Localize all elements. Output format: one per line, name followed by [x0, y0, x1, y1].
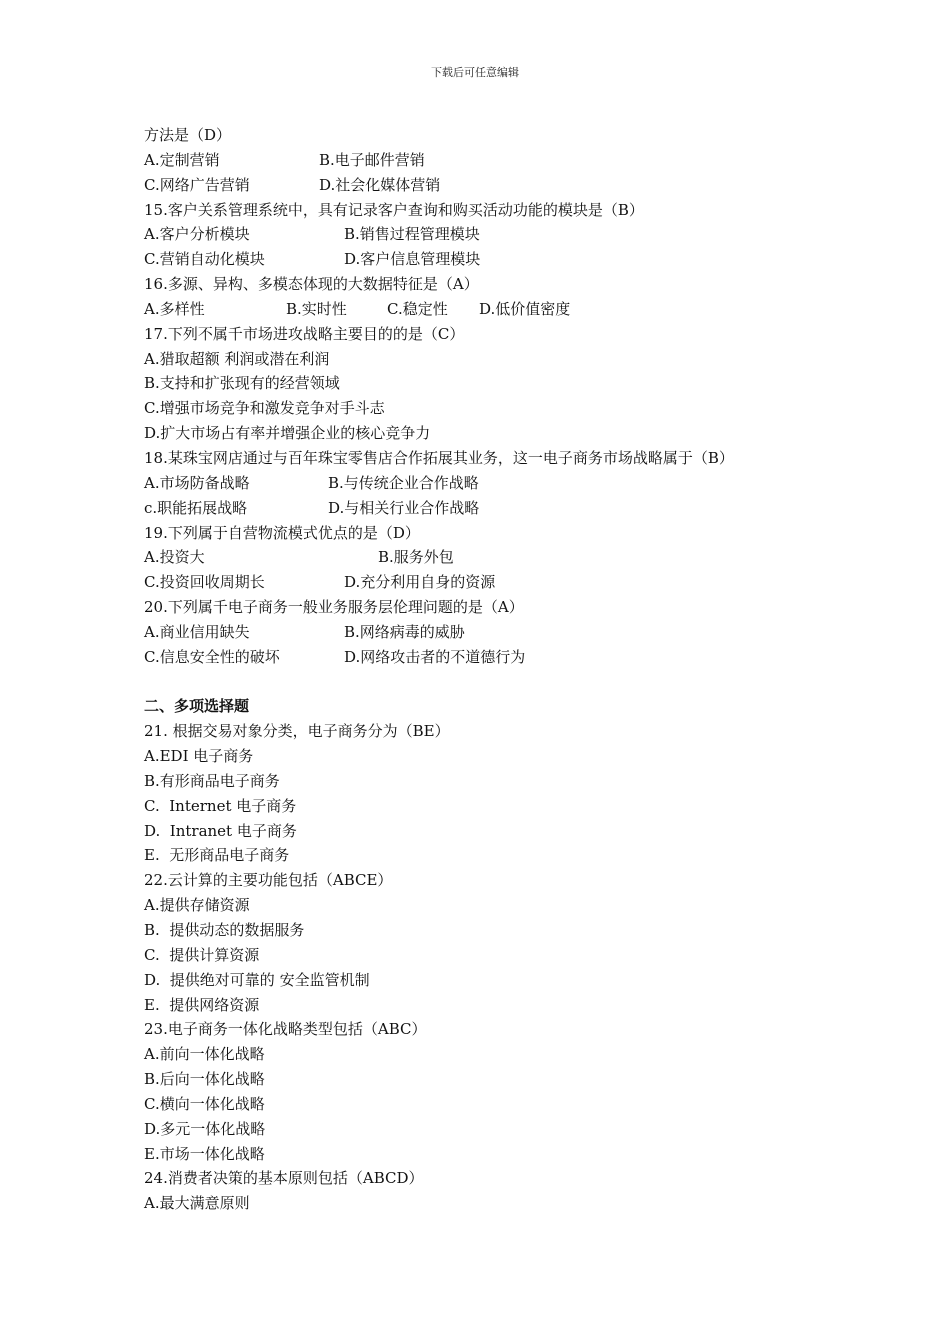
question-17: 17.下列不属千市场进攻战略主要目的的是（C）	[144, 324, 465, 343]
question-23: 23.电子商务一体化战略类型包括（ABC）	[144, 1020, 427, 1039]
section-spacer	[144, 670, 844, 695]
option-b: B.有形商品电子商务	[144, 771, 280, 790]
option-b: B.服务外包	[378, 548, 454, 567]
question-14-tail: 方法是（D）	[144, 126, 232, 144]
option-d: D.低价值密度	[479, 299, 571, 318]
option-d: D.扩大市场占有率并增强企业的核心竞争力	[144, 424, 431, 443]
question-15-options-row-1	[144, 222, 844, 247]
option-c: C.增强市场竞争和激发竞争对手斗志	[144, 399, 385, 418]
question-21: 21. 根据交易对象分类，电子商务分为（BE）	[144, 722, 450, 741]
option-a: A.投资大	[144, 548, 205, 567]
option-a: A.EDI 电子商务	[144, 747, 254, 766]
question-19-options-row-2	[144, 570, 844, 595]
option-b: B.电子邮件营销	[319, 150, 425, 169]
option-a: A.市场防备战略	[144, 473, 250, 492]
option-c: C.投资回收周期长	[144, 573, 265, 592]
option-a: A.提供存储资源	[144, 896, 250, 915]
section-heading: 二、多项选择题	[144, 697, 250, 716]
option-c: C. Internet 电子商务	[144, 796, 297, 815]
option-a: A.猎取超额 利润或潜在利润	[144, 349, 330, 368]
option-d: D.社会化媒体营销	[319, 175, 441, 194]
question-18-options-row-1	[144, 471, 844, 496]
option-c: C.横向一体化战略	[144, 1094, 265, 1113]
option-e: E. 提供网络资源	[144, 995, 260, 1014]
question-19: 19.下列属于自营物流模式优点的是（D）	[144, 523, 420, 542]
option-d: D.网络攻击者的不道德行为	[344, 647, 526, 666]
option-d: D.客户信息管理模块	[344, 250, 481, 269]
question-20-options-row-1	[144, 620, 844, 645]
option-b: B.后向一体化战略	[144, 1070, 265, 1089]
question-22: 22.云计算的主要功能包括（ABCE）	[144, 871, 393, 890]
option-c: c.职能拓展战略	[144, 498, 248, 517]
option-c: C. 提供计算资源	[144, 945, 260, 964]
page-header-note: 下载后可任意编辑	[431, 66, 519, 79]
option-c: C.稳定性	[387, 299, 448, 318]
question-24: 24.消费者决策的基本原则包括（ABCD）	[144, 1169, 424, 1188]
question-18: 18.某珠宝网店通过与百年珠宝零售店合作拓展其业务，这一电子商务市场战略属于（B）	[144, 448, 734, 467]
option-c: C.营销自动化模块	[144, 250, 265, 269]
option-d: D.多元一体化战略	[144, 1119, 266, 1138]
document-body	[144, 123, 844, 1216]
question-16: 16.多源、异构、多模态体现的大数据特征是（A）	[144, 275, 479, 294]
option-b: B.销售过程管理模块	[344, 225, 480, 244]
option-a: A.多样性	[144, 299, 205, 318]
option-b: B.支持和扩张现有的经营领域	[144, 374, 340, 393]
option-d: D.充分利用自身的资源	[344, 573, 496, 592]
question-19-options-row-1	[144, 545, 844, 570]
option-b: B.网络病毒的威胁	[344, 622, 465, 641]
option-b: B.与传统企业合作战略	[328, 473, 479, 492]
option-d: D.与相关行业合作战略	[328, 498, 480, 517]
option-a: A.最大满意原则	[144, 1194, 250, 1213]
option-b: B. 提供动态的数据服务	[144, 921, 305, 939]
option-d: D. Intranet 电子商务	[144, 821, 297, 840]
question-18-options-row-2	[144, 496, 844, 521]
option-a: A.客户分析模块	[144, 225, 250, 244]
question-20-options-row-2	[144, 645, 844, 670]
question-16-options	[144, 297, 844, 322]
option-e: E. 无形商品电子商务	[144, 846, 290, 865]
question-15: 15.客户关系管理系统中，具有记录客户查询和购买活动功能的模块是（B）	[144, 200, 644, 219]
option-d: D. 提供绝对可靠的 安全监管机制	[144, 970, 370, 989]
option-a: A.前向一体化战略	[144, 1045, 265, 1064]
option-a: A.定制营销	[144, 150, 220, 169]
option-e: E.市场一体化战略	[144, 1144, 265, 1163]
question-14-options-row-1	[144, 148, 844, 173]
option-b: B.实时性	[286, 299, 347, 318]
question-20: 20.下列属千电子商务一般业务服务层伦理问题的是（A）	[144, 598, 524, 617]
option-a: A.商业信用缺失	[144, 622, 250, 641]
question-14-options-row-2	[144, 173, 844, 198]
question-15-options-row-2	[144, 247, 844, 272]
option-c: C.信息安全性的破坏	[144, 647, 280, 666]
option-c: C.网络广告营销	[144, 175, 250, 194]
